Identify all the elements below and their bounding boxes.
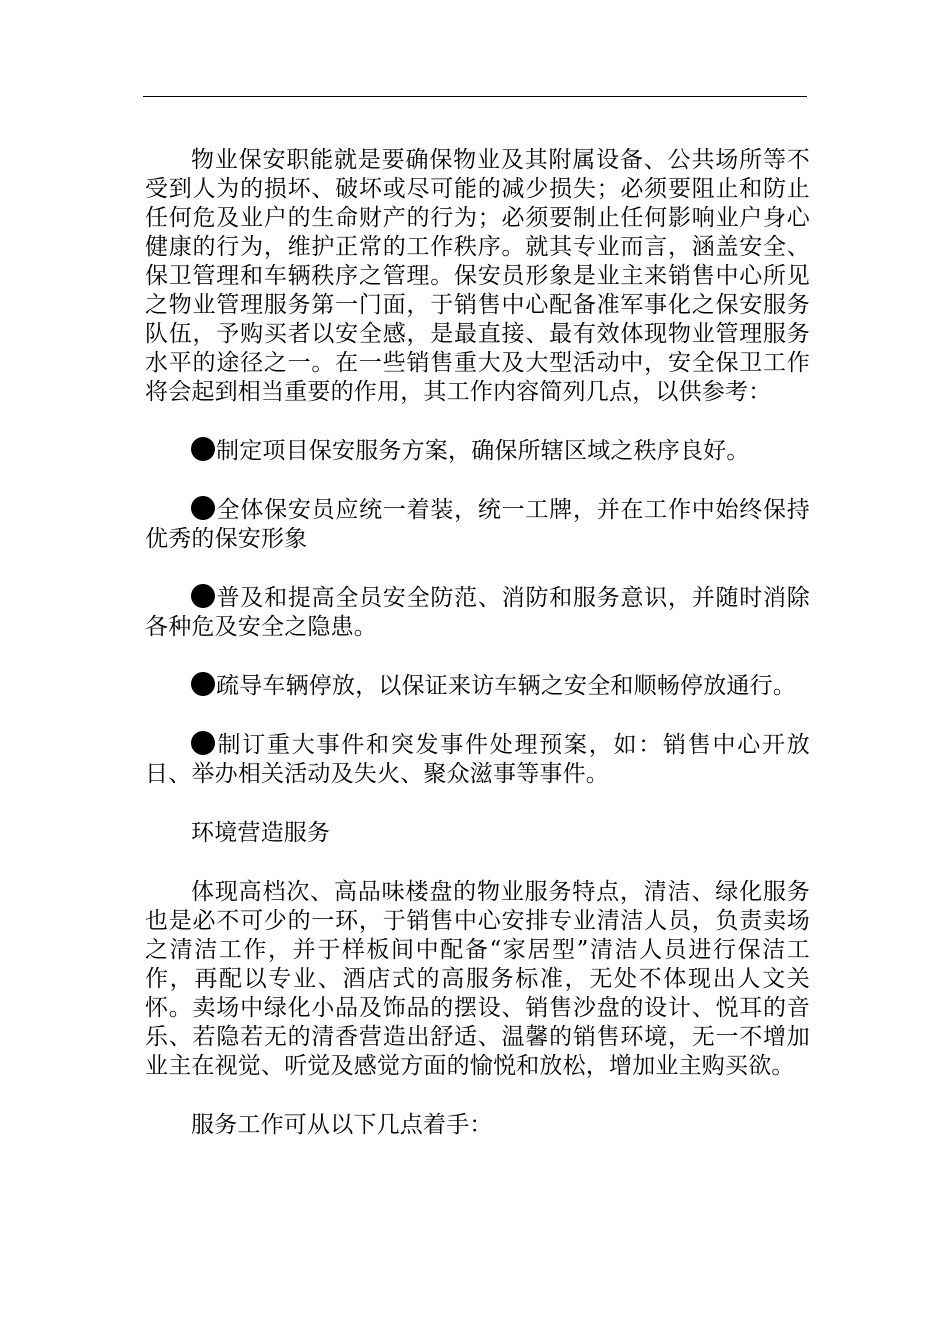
bullet-text: 制订重大事件和突发事件处理预案，如：销售中心开放日、举办相关活动及失火、聚众滋事等事件。 (145, 732, 810, 787)
bullet-item (145, 731, 810, 789)
bullet-item (145, 584, 810, 642)
bullet-dot-icon (191, 437, 215, 461)
environment-paragraph: 体现高档次、高品味楼盘的物业服务特点，清洁、绿化服务也是必不可少的一环，于销售中心安排专业清洁人员，负责卖场之清洁工作，并于样板间中配备“家居型”清洁人员进行保洁工作，再配以专业、酒店式的高服务标准，无处不体现出人文关怀。卖场中绿化小品及饰品的摆设、销售沙盘的设计、悦耳的音乐、若隐若无的清香营造出舒适、温馨的销售环境，无一不增加业主在视觉、听觉及感觉方面的愉悦和放松，增加业主购买欲。 (145, 879, 810, 1079)
intro-paragraph: 物业保安职能就是要确保物业及其附属设备、公共场所等不受到人为的损坏、破坏或尽可能的减少损失；必须要阻止和防止任何危及业户的生命财产的行为；必须要制止任何影响业户身心健康的行为，维护正常的工作秩序。就其专业而言，涵盖安全、保卫管理和车辆秩序之管理。保安员形象是业主来销售中心所见之物业管理服务第一门面，于销售中心配备准军事化之保安服务队伍，予购买者以安全感，是最直接、最有效体现物业管理服务水平的途径之一。在一些销售重大及大型活动中，安全保卫工作将会起到相当重要的作用，其工作内容简列几点，以供参考： (145, 147, 810, 405)
bullet-text: 全体保安员应统一着装，统一工牌，并在工作中始终保持优秀的保安形象 (145, 497, 810, 552)
bullet-text: 疏导车辆停放，以保证来访车辆之安全和顺畅停放通行。 (216, 673, 796, 699)
bullet-item (145, 437, 810, 466)
document-body (145, 146, 810, 1140)
bullet-dot-icon (191, 672, 215, 696)
header-rule (143, 96, 807, 97)
bullet-dot-icon (191, 496, 215, 520)
bullet-item (145, 496, 810, 554)
closing-line: 服务工作可从以下几点着手： (191, 1112, 493, 1138)
bullet-dot-icon (191, 584, 215, 608)
section-heading: 环境营造服务 (191, 820, 331, 846)
bullet-item (145, 672, 810, 701)
bullet-dot-icon (191, 731, 215, 755)
bullet-text: 普及和提高全员安全防范、消防和服务意识，并随时消除各种危及安全之隐患。 (145, 585, 810, 640)
bullet-text: 制定项目保安服务方案，确保所辖区域之秩序良好。 (216, 438, 750, 464)
